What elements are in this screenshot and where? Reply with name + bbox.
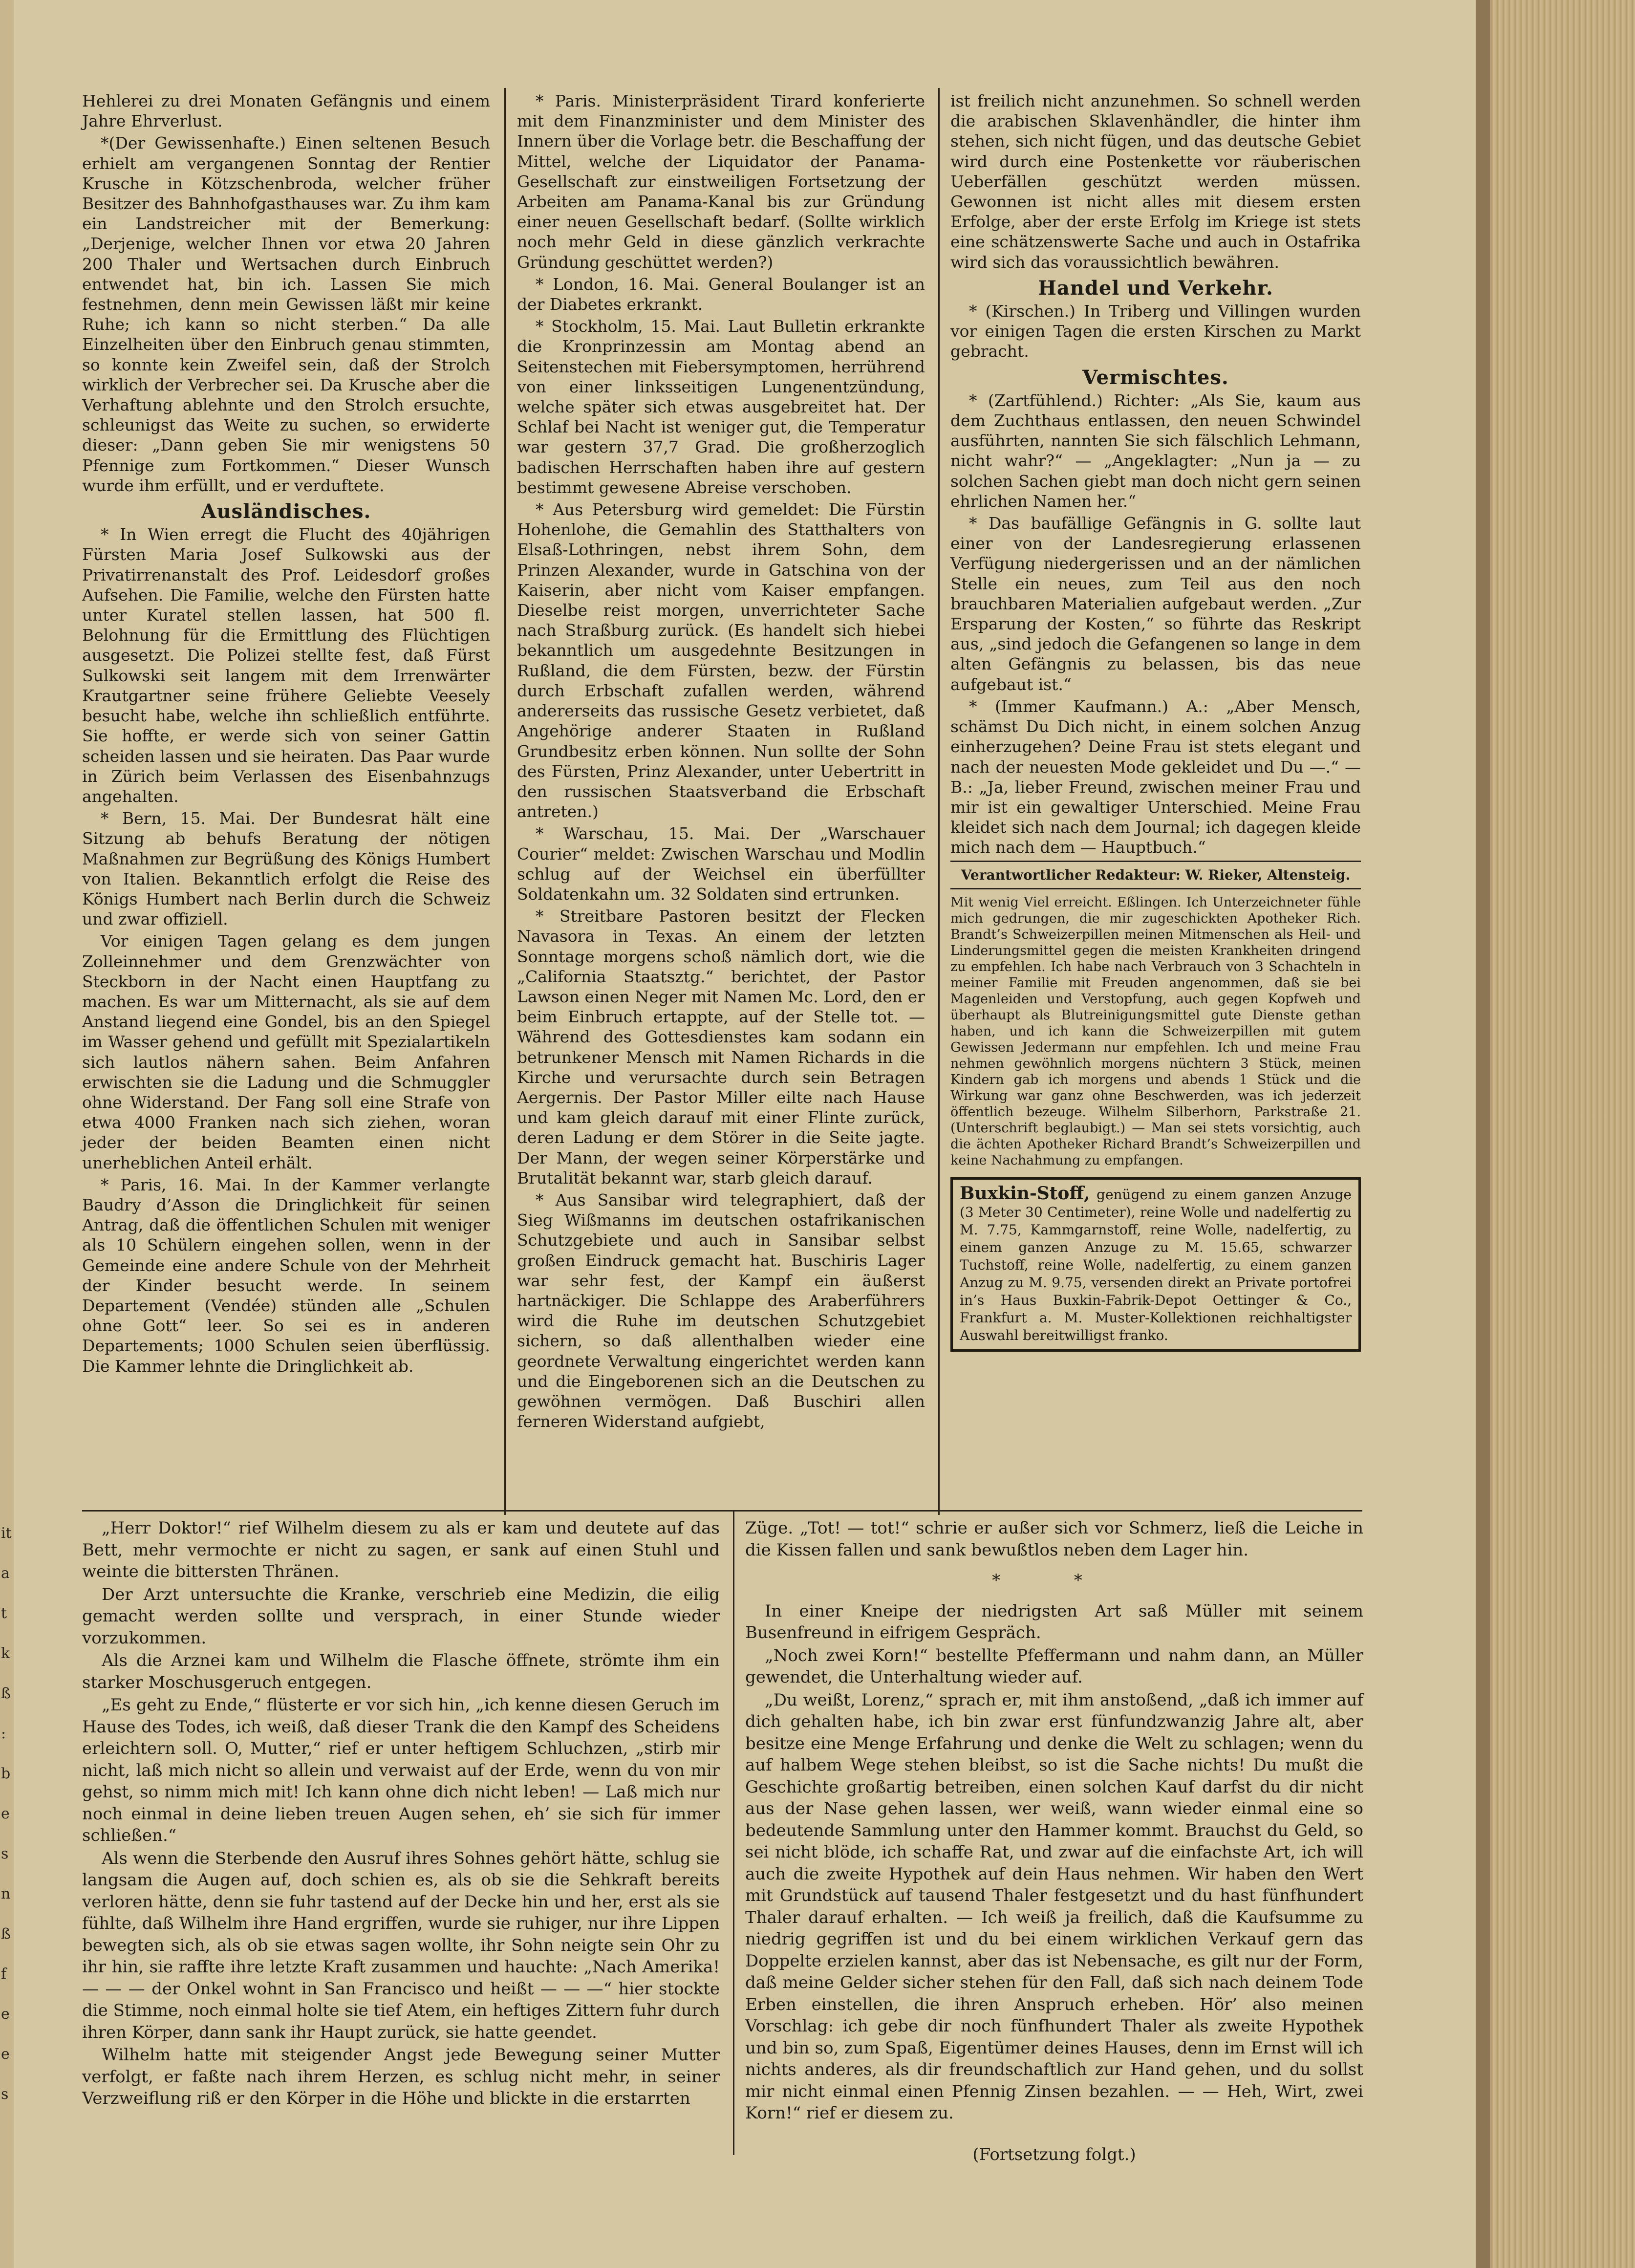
- section-stars: * *: [992, 1571, 1117, 1590]
- margin-letter: t: [1, 1605, 7, 1622]
- section-heading: Handel und Verkehr.: [1038, 276, 1273, 300]
- book-binding: [1476, 0, 1490, 2268]
- margin-letter: e: [1, 2046, 10, 2063]
- column-rule-1: [504, 88, 506, 1515]
- story-paragraph: Als die Arznei kam und Wilhelm die Flasche öffnete, strömte ihm ein starker Moschusgeruch entgegen.: [82, 1651, 720, 1692]
- article-paragraph: ist freilich nicht anzunehmen. So schnell werden die arabischen Sklavenhändler, die hinter ihm stehen, sich nicht fügen, und das deutsche Gebiet wird durch eine Postenkette vor räuberischen Ueberfällen geschützt werden müssen. Gewonnen ist nicht alles mit diesem ersten Erfolge, aber der erste Erfolg im Kriege ist stets eine schätzenswerte Sache und auch in Ostafrika wird sich das voraussichtlich bewähren.: [950, 91, 1361, 272]
- feuilleton-right: [745, 1517, 1363, 2202]
- margin-letter: s: [1, 1845, 9, 1862]
- margin-letter: b: [1, 1765, 11, 1782]
- story-paragraph: Wilhelm hatte mit steigender Angst jede Bewegung seiner Mutter verfolgt, er faßte nach ihrem Herzen, es schlug nicht mehr, in seiner Verzweiflung riß er den Körper in die Höhe und blickte in die erstarrten: [82, 2045, 720, 2108]
- column-1: [82, 91, 490, 1508]
- margin-letter: ß: [1, 1925, 11, 1943]
- story-paragraph: Als wenn die Sterbende den Ausruf ihres Sohnes gehört hätte, schlug sie langsam die Augen auf, doch schien es, als ob sie die Sehkraft bereits verloren hätte, denn sie fuhr tastend auf der Decke hin und her, erst als sie fühlte, daß Wilhelm ihre Hand ergriffen, wurde sie ruhiger, nur ihre Lippen bewegten sich, als ob sie etwas sagen wollte, ihr Sohn neigte sein Ohr zu ihr hin, sie raffte ihre letzte Kraft zusammen und hauchte: „Nach Amerika! — — — der Onkel wohnt in San Francisco und heißt — — —“ hier stockte die Stimme, noch einmal holte sie tief Atem, ein heftiges Zittern fuhr durch ihren Körper, dann sank ihr Haupt zurück, sie hatte geendet.: [82, 1848, 720, 2042]
- section-heading: Ausländisches.: [201, 500, 371, 523]
- story-continuation: Züge. „Tot! — tot!“ schrie er außer sich vor Schmerz, ließ die Leiche in die Kissen fallen und sank bewußtlos neben dem Lager hin.: [745, 1518, 1363, 1560]
- article-paragraph: * Paris, 16. Mai. In der Kammer verlangte Baudry d’Asson die Dringlichkeit für seinen Antrag, daß die öffentlichen Schulen mit weniger als 10 Schülern eingehen sollen, wenn in der Gemeinde eine andere Schule von der Mehrheit der Kinder besucht werde. In seinem Departement (Vendée) stünden alle „Schulen ohne Gott“ leer. So sei es in anderen Departements; 1000 Schulen seien überflüssig. Die Kammer lehnte die Dringlichkeit ab.: [82, 1175, 490, 1376]
- story-paragraph: Der Arzt untersuchte die Kranke, verschrieb eine Medizin, die eilig gemacht werden sollte und versprach, in einer Stunde wieder vorzukommen.: [82, 1584, 720, 1648]
- column-3: [950, 91, 1361, 1508]
- buxkin-text: genügend zu einem ganzen Anzuge (3 Meter 30 Centimeter), reine Wolle und nadelfertig zu M. 7.75, Kammgarnstoff, reine Wolle, nadelfertig, zu einem ganzen Anzuge zu M. 15.65, schwarzer Tuchstoff, reine Wolle, nadelfertig, zu einem ganzen Anzug zu M. 9.75, versenden direkt an Private portofrei in’s Haus Buxkin-Fabrik-Depot Oettinger & Co., Frankfurt a. M. Muster-Kollektionen reichhaltigster Auswahl bereitwilligst franko.: [960, 1186, 1352, 1343]
- article-paragraph: * Paris. Ministerpräsident Tirard konferierte mit dem Finanzminister und dem Minister des Innern über die Vorlage betr. die Beschaffung der Mittel, welche der Liquidator der Panama-Gesellschaft zur einstweiligen Fortsetzung der Arbeiten am Panama-Kanal bis zur Gründung einer neuen Gesellschaft bedarf. (Sollte wirklich noch mehr Geld in diese gänzlich verkrachte Gründung geschüttet werden?): [517, 91, 925, 272]
- article-paragraph: * (Zartfühlend.) Richter: „Als Sie, kaum aus dem Zuchthaus entlassen, den neuen Schwindel ausführten, nannten Sie sich fälschlich Lehmann, nicht wahr?“ — „Angeklagter: „Nun ja — zu solchen Sachen giebt man doch nicht gern seinen ehrlichen Namen her.“: [950, 390, 1361, 511]
- article-paragraph: * Bern, 15. Mai. Der Bundesrat hält eine Sitzung ab behufs Beratung der nötigen Maßnahmen zur Begrüßung des Königs Humbert von Italien. Bekanntlich erfolgt die Reise des Königs Humbert nach Berlin durch die Schweiz und zwar offiziell.: [82, 809, 490, 929]
- buxkin-advertisement: [950, 1177, 1361, 1352]
- feuilleton-column-rule: [733, 1510, 734, 2155]
- column-2: [517, 91, 925, 1508]
- article-paragraph: * Das baufällige Gefängnis in G. sollte laut einer von der Landesregierung erlassenen Verfügung niedergerissen und an der nämlichen Stelle ein neues, zum Teil aus den noch brauchbaren Materialien aufgebaut werden. „Zur Ersparung der Kosten,“ so führte das Reskript aus, „sind jedoch die Gefangenen so lange in dem alten Gefängnis zu belassen, bis das neue aufgebaut ist.“: [950, 514, 1361, 694]
- margin-letter: ß: [1, 1685, 11, 1702]
- article-paragraph: Vor einigen Tagen gelang es dem jungen Zolleinnehmer und dem Grenzwächter von Steckborn in der Nacht einen Hauptfang zu machen. Es war um Mitternacht, als sie auf dem Anstand liegend eine Gondel, bis an den Spiegel im Wasser gehend und gefüllt mit Spezialartikeln sich lautlos nähern sahen. Beim Anfahren erwischten sie die Ladung und die Schmuggler ohne Widerstand. Der Fang soll eine Strafe von etwa 4000 Franken nach sich ziehen, woran jeder der beiden Beamten einen nicht unerheblichen Anteil erhält.: [82, 931, 490, 1172]
- pills-advertisement: Mit wenig Viel erreicht. Eßlingen. Ich Unterzeichneter fühle mich gedrungen, die mir zugeschickten Apotheker Rich. Brandt’s Schweizerpillen meinen Mitmenschen als Heil- und Linderungsmittel gegen die meisten Krankheiten dringend zu empfehlen. Ich habe nach Verbrauch von 3 Schachteln in meiner Familie mit Freuden angenommen, daß sie bei Magenleiden und Verstopfung, auch gegen Kopfweh und überhaupt als Blutreinigungsmittel gute Dienste gethan haben, und ich kann die Schweizerpillen mit gutem Gewissen Jedermann nur empfehlen. Ich und meine Frau nehmen gewöhnlich morgens nüchtern 3 Stück, meinen Kindern gab ich morgens und abends 1 Stück und die Wirkung war ganz ohne Beschwerden, was ich jederzeit öffentlich bezeuge. Wilhelm Silberhorn, Parkstraße 21. (Unterschrift beglaubigt.) — Man sei stets vorsichtig, auch die ächten Apotheker Richard Brandt’s Schweizerpillen und keine Nachahmung zu empfangen.: [950, 894, 1361, 1168]
- continuation-note: (Fortsetzung folgt.): [972, 2144, 1136, 2164]
- margin-letter: a: [1, 1565, 10, 1582]
- book-edge: [1476, 0, 1635, 2268]
- story-paragraph: „Du weißt, Lorenz,“ sprach er, mit ihm anstoßend, „daß ich immer auf dich gehalten habe, ich bin zwar erst fünfundzwanzig Jahre alt, aber besitze eine Menge Erfahrung und denke die Welt zu schlagen; wenn du auf halbem Wege stehen bleibst, so ist die Sache nichts! Du mußt die Geschichte großartig betreiben, einen solchen Kauf darfst du dir nicht aus der Nase gehen lassen, wer weiß, wann wieder einmal eine so bedeutende Sammlung unter den Hammer kommt. Brauchst du Geld, so sei nicht blöde, ich schaffe Rat, und zwar auf die einfachste Art, ich will auch die zweite Hypothek auf dein Haus nehmen. Wir haben den Wert mit Grundstück auf tausend Thaler festgesetzt und du hast fünfhundert Thaler darauf erhalten. — Ich weiß ja freilich, daß die Kaufsumme zu niedrig gegriffen ist und du bei einem wirklichen Verkauf gern das Doppelte erzielen kannst, aber das ist Nebensache, es gilt nur der Form, daß meine Gelder sicher stehen für den Fall, daß sich nach deinem Tode Erben einstellen, die ihren Anspruch erheben. Hör’ also meinen Vorschlag: ich gebe dir noch fünfhundert Thaler als zweite Hypothek und bin so, zum Spaß, Eigentümer deines Hauses, denn im Ernst will ich nichts anderes, als dir freundschaftlich zur Hand gehen, und du sollst mir nicht einmal einen Pfennig Zinsen bezahlen. — — Heh, Wirt, zwei Korn!“ rief er diesem zu.: [745, 1690, 1363, 2123]
- buxkin-title: Buxkin-Stoff,: [960, 1183, 1090, 1204]
- story-paragraph: „Herr Doktor!“ rief Wilhelm diesem zu als er kam und deutete auf das Bett, mehr vermochte er nicht zu sagen, er sank auf einen Stuhl und weinte die bittersten Thränen.: [82, 1518, 720, 1581]
- margin-letter: e: [1, 1805, 10, 1822]
- story-paragraph: In einer Kneipe der niedrigsten Art saß Müller mit seinem Busenfreund in eifrigem Gespräch.: [745, 1601, 1363, 1642]
- article-paragraph: * London, 16. Mai. General Boulanger ist an der Diabetes erkrankt.: [517, 274, 925, 314]
- feuilleton-left: [82, 1517, 720, 2162]
- margin-letter: n: [1, 1885, 11, 1902]
- margin-letter: :: [1, 1725, 6, 1742]
- article-paragraph: *(Der Gewissenhafte.) Einen seltenen Besuch erhielt am vergangenen Sonntag der Rentier Krusche in Kötzschenbroda, welcher früher Besitzer des Bahnhofgasthauses war. Zu ihm kam ein Landstreicher mit der Bemerkung: „Derjenige, welcher Ihnen vor etwa 20 Jahren 200 Thaler und Wertsachen durch Einbruch entwendet hat, bin ich. Lassen Sie mich festnehmen, denn mein Gewissen läßt mir keine Ruhe; ich kann so nicht sterben.“ Da alle Einzelheiten über den Einbruch genau stimmten, so konnte kein Zweifel sein, daß der Strolch wirklich der Verbrecher sei. Da Krusche aber die Verhaftung ablehnte und den Strolch ersuchte, schleunigst das Weite zu suchen, so erwiderte dieser: „Dann geben Sie mir wenigstens 50 Pfennige zum Fortkommen.“ Dieser Wunsch wurde ihm erfüllt, und er verduftete.: [82, 133, 490, 495]
- article-paragraph: * (Immer Kaufmann.) A.: „Aber Mensch, schämst Du Dich nicht, in einem solchen Anzug einherzugehen? Deine Frau ist stets elegant und nach der neuesten Mode gekleidet und Du —.“ — B.: „Ja, lieber Freund, zwischen meiner Frau und mir ist ein gewaltiger Unterschied. Meine Frau kleidet sich nach dem Journal; ich dagegen kleide mich nach dem — Hauptbuch.“: [950, 696, 1361, 857]
- article-paragraph: * Aus Sansibar wird telegraphiert, daß der Sieg Wißmanns im deutschen ostafrikanischen Schutzgebiete und auch in Sansibar selbst großen Eindruck gemacht hat. Buschiris Lager war sehr fest, der Kampf ein äußerst hartnäckiger. Die Schlappe des Araberführers wird die Ruhe im deutschen Schutzgebiet sichern, so daß allenthalben wieder eine geordnete Verwaltung eingerichtet werden kann und die Eingeborenen sich an die Deutschen zu gewöhnen vermögen. Daß Buschiri allen ferneren Widerstand aufgiebt,: [517, 1190, 925, 1431]
- story-paragraph: „Es geht zu Ende,“ flüsterte er vor sich hin, „ich kenne diesen Geruch im Hause des Todes, ich weiß, daß dieser Trank die den Kampf des Scheidens erleichtern soll. O, Mutter,“ rief er unter heftigem Schluchzen, „stirb mir nicht, laß mich nicht so allein und verwaist auf der Erde, wenn du von mir gehst, so nimm mich mit! Ich kann ohne dich nicht leben! — Laß mich nur noch einmal in deine lieben treuen Augen sehen, eh’ sie sich für immer schließen.“: [82, 1695, 720, 1845]
- margin-letter: s: [1, 2086, 9, 2103]
- editor-imprint: Verantwortlicher Redakteur: W. Rieker, Altensteig.: [961, 866, 1351, 883]
- column-rule-2: [938, 88, 940, 1515]
- margin-letter: k: [1, 1645, 10, 1662]
- imprint-rule-top: [950, 861, 1361, 862]
- article-paragraph: * In Wien erregt die Flucht des 40jährigen Fürsten Maria Josef Sulkowski aus der Privatirrenanstalt des Prof. Leidesdorf großes Aufsehen. Die Familie, welche den Fürsten hatte unter Kuratel stellen lassen, hat 500 fl. Belohnung für die Ermittlung des Flüchtigen ausgesetzt. Die Polizei stellte fest, daß Fürst Sulkowski seit langem mit dem Irrenwärter Krautgartner seine frühere Geliebte Veesely besucht habe, welche ihn schließlich entführte. Sie hoffte, er werde sich von seiner Gattin scheiden lassen und sie heiraten. Das Paar wurde in Zürich beim Verlassen des Eisenbahnzugs angehalten.: [82, 525, 490, 806]
- margin-letter: f: [1, 1966, 7, 1983]
- article-paragraph: * (Kirschen.) In Triberg und Villingen wurden vor einigen Tagen die ersten Kirschen zu Markt gebracht.: [950, 302, 1361, 361]
- story-paragraph: „Noch zwei Korn!“ bestellte Pfeffermann und nahm dann, an Müller gewendet, die Unterhaltung wieder auf.: [745, 1645, 1363, 1687]
- article-paragraph: * Warschau, 15. Mai. Der „Warschauer Courier“ meldet: Zwischen Warschau und Modlin schlug auf der Weichsel ein überfüllter Soldatenkahn um. 32 Soldaten sind ertrunken.: [517, 824, 925, 904]
- section-heading: Vermischtes.: [1082, 366, 1229, 389]
- margin-letter: e: [1, 2006, 10, 2023]
- article-paragraph: Hehlerei zu drei Monaten Gefängnis und einem Jahre Ehrverlust.: [82, 91, 490, 131]
- article-paragraph: * Streitbare Pastoren besitzt der Flecken Navasora in Texas. An einem der letzten Sonntage morgens schoß nämlich dort, wie die „California Staatsztg.“ berichtet, der Pastor Lawson einen Neger mit Namen Mc. Lord, den er beim Einbruch ertappte, auf der Stelle tot. — Während des Gottesdienstes kam sodann ein betrunkener Mensch mit Namen Richards in die Kirche und verursachte durch sein Betragen Aergernis. Der Pastor Miller eilte nach Hause und kam gleich darauf mit einer Flinte zurück, deren Ladung er dem Störer in die Seite jagte. Der Mann, der wegen seiner Körperstärke und Brutalität bekannt war, starb gleich darauf.: [517, 907, 925, 1188]
- article-paragraph: * Stockholm, 15. Mai. Laut Bulletin erkrankte die Kronprinzessin am Montag abend an Seitenstechen mit Fiebersymptomen, herrührend von einer linksseitigen Lungenentzündung, welche später sich etwas ausgebreitet hat. Der Schlaf bei Nacht ist weniger gut, die Temperatur war gestern 37,7 Grad. Die großherzoglich badischen Herrschaften haben ihre auf gestern bestimmt gewesene Abreise verschoben.: [517, 317, 925, 497]
- margin-letter: it: [1, 1525, 12, 1542]
- feuilleton-rule: [82, 1510, 1362, 1512]
- imprint-rule-bottom: [950, 888, 1361, 889]
- article-paragraph: * Aus Petersburg wird gemeldet: Die Fürstin Hohenlohe, die Gemahlin des Statthalters von Elsaß-Lothringen, nebst ihrem Sohn, dem Prinzen Alexander, wurde in Gatschina von der Kaiserin, aber nicht vom Kaiser empfangen. Dieselbe reist morgen, unverrichteter Sache nach Straßburg zurück. (Es handelt sich hiebei bekanntlich um ausgedehnte Besitzungen in Rußland, die dem Fürsten, bezw. der Fürstin durch Erbschaft zufallen werden, während andererseits das russische Gesetz verbietet, daß Angehörige anderer Staaten in Rußland Grundbesitz erben können. Nun sollte der Sohn des Fürsten, Prinz Alexander, unter Uebertritt in den russischen Staatsverband die Erbschaft antreten.): [517, 500, 925, 821]
